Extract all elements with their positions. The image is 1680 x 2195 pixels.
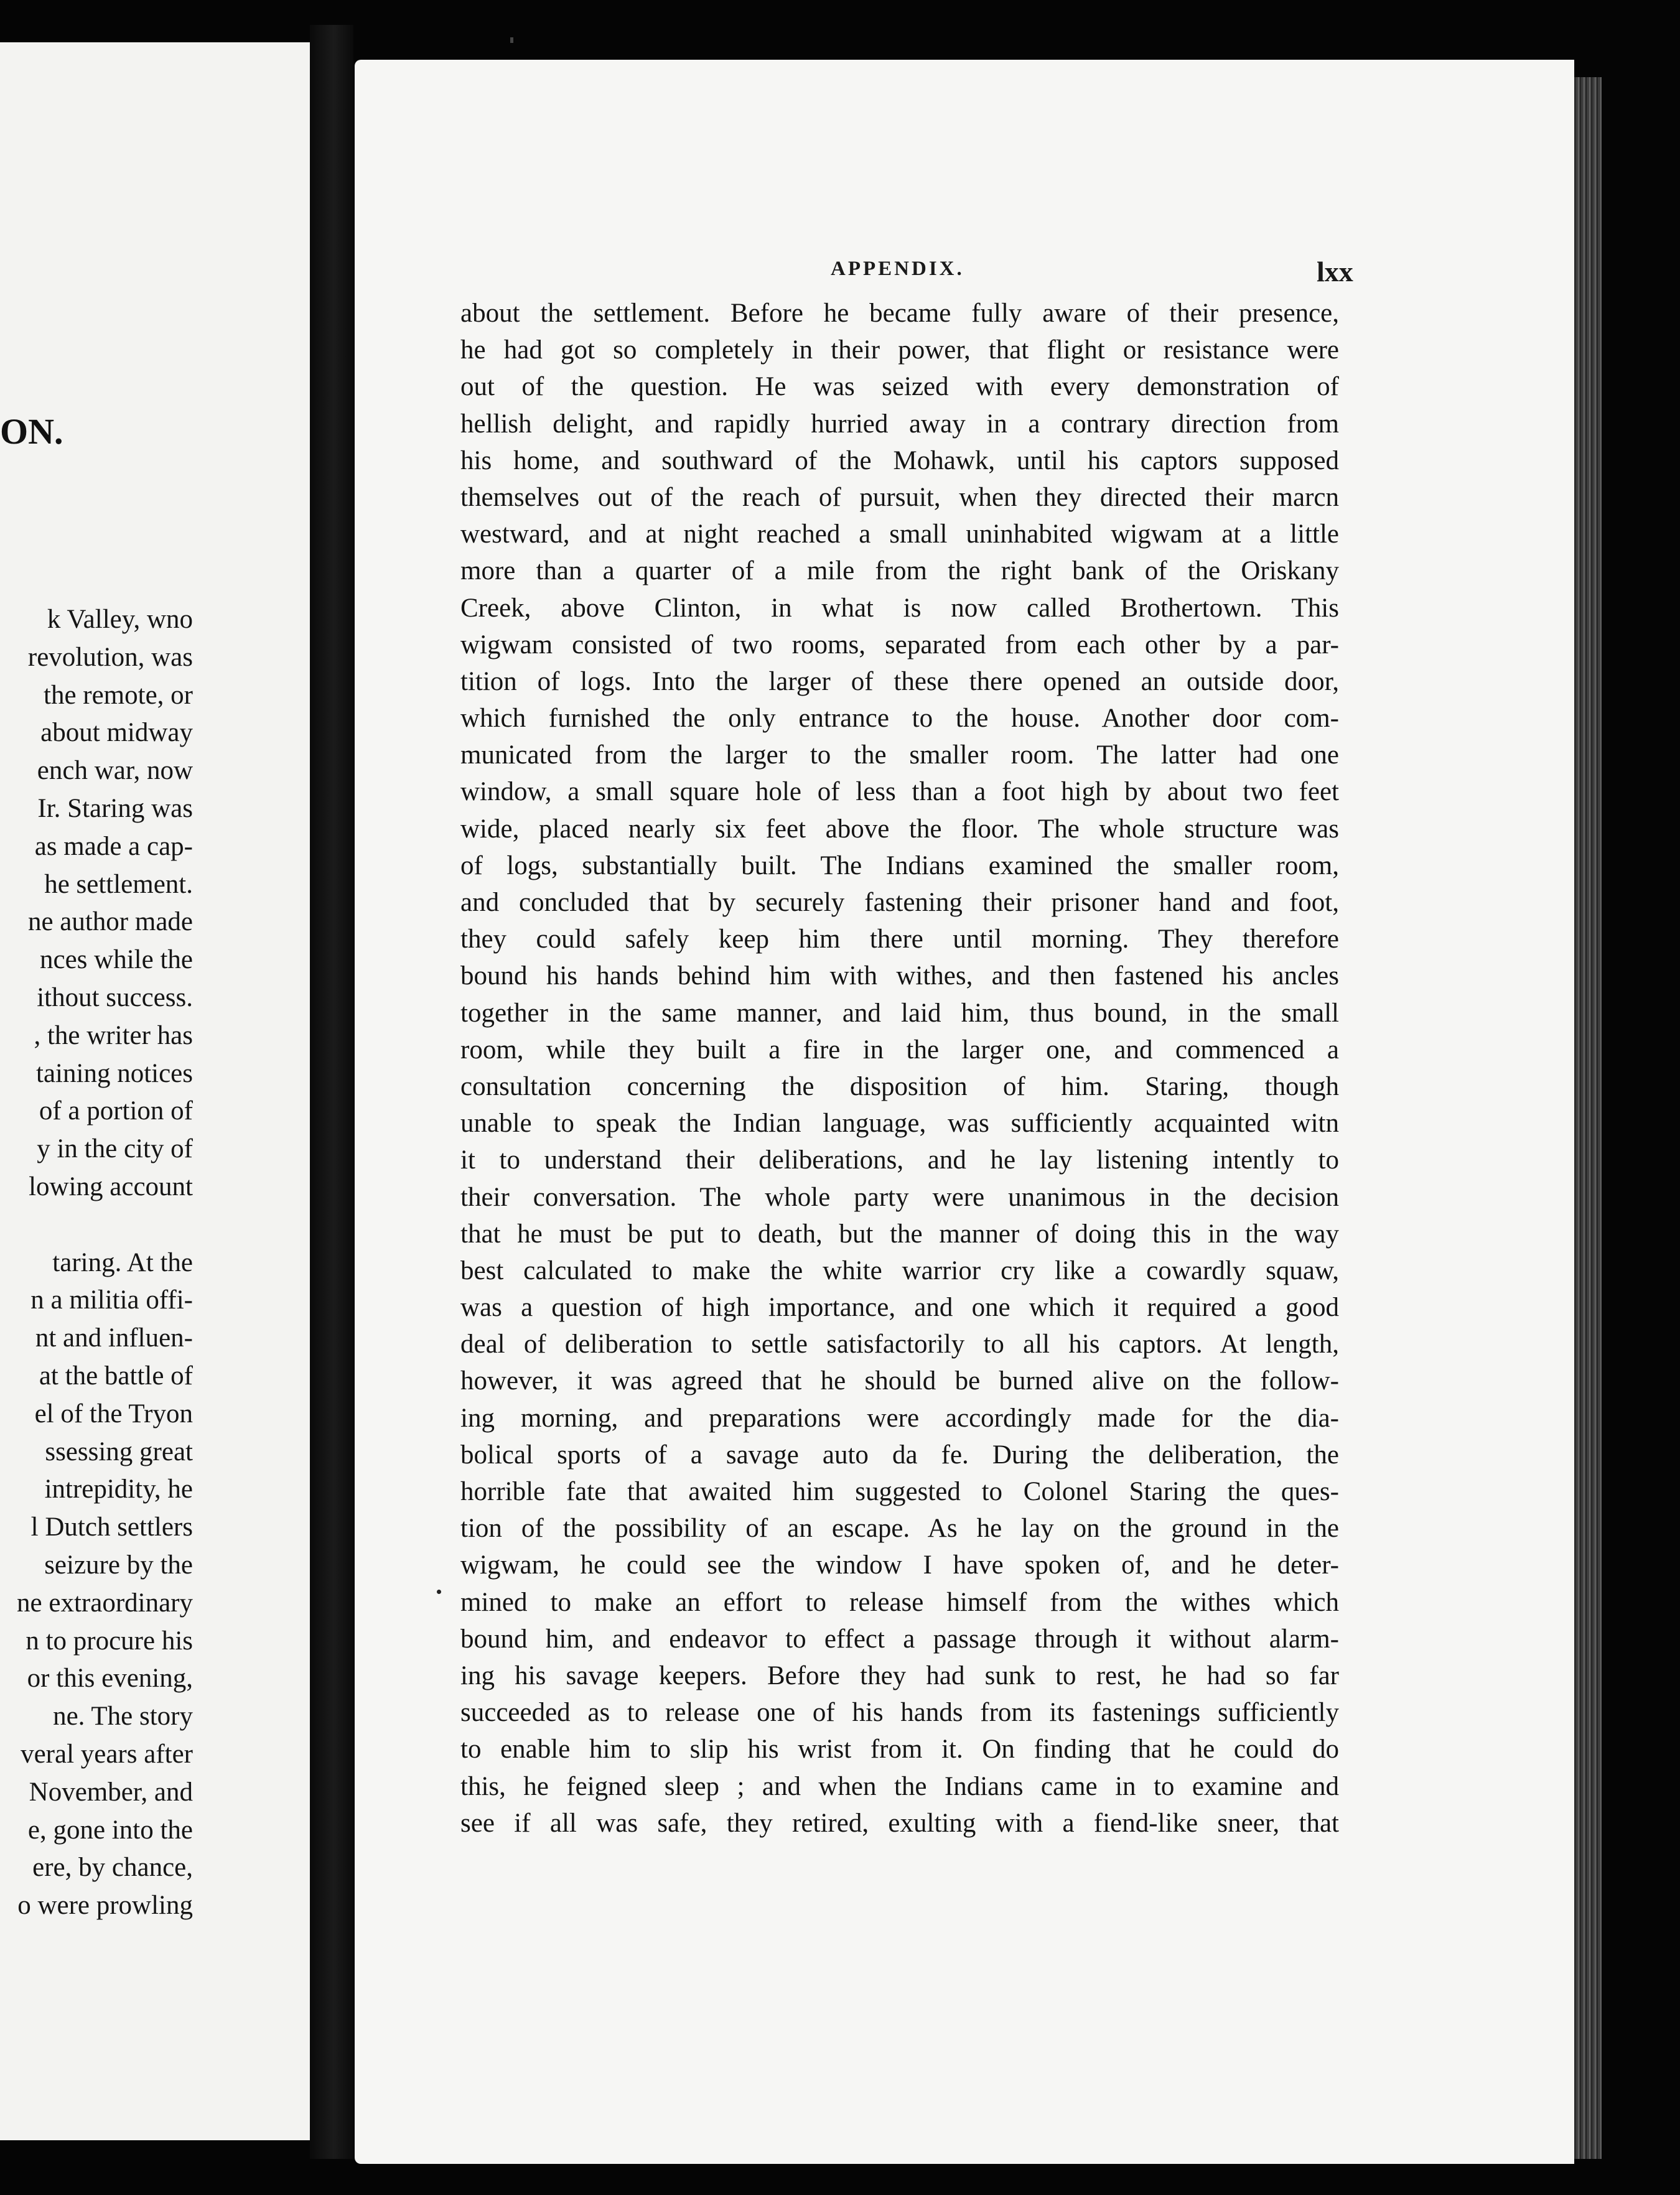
text-line: n a militia offi-: [30, 1285, 193, 1315]
text-line: his home, and southward of the Mohawk, until his captors supposed: [460, 445, 1339, 475]
text-line: to enable him to slip his wrist from it. On finding that he could do: [460, 1735, 1339, 1764]
text-line: about the settlement. Before he became fully aware of their presence,: [460, 299, 1339, 328]
text-line: which furnished the only entrance to the house. Another door com-: [460, 704, 1339, 734]
text-line: he settlement.: [44, 869, 193, 899]
text-line: el of the Tryon: [34, 1399, 193, 1428]
left-page-text: [0, 601, 193, 1925]
text-line: ench war, now: [37, 756, 193, 786]
text-line: o were prowling: [17, 1891, 193, 1921]
text-line: more than a quarter of a mile from the right bank of the Oriskany: [460, 556, 1339, 586]
text-line: hellish delight, and rapidly hurried away in a contrary direction from: [460, 409, 1339, 439]
text-line: deal of deliberation to settle satisfactorily to all his captors. At length,: [460, 1330, 1339, 1359]
body-text: [460, 295, 1339, 1842]
text-line: municated from the larger to the smaller room. The latter had one: [460, 740, 1339, 770]
text-line: bound his hands behind him with withes, and then fastened his ancles: [460, 961, 1339, 991]
text-line: consultation concerning the disposition of him. Staring, though: [460, 1071, 1339, 1101]
text-line: Creek, above Clinton, in what is now called Brothertown. This: [460, 593, 1339, 623]
text-line: unable to speak the Indian language, was sufficiently acquainted witn: [460, 1109, 1339, 1139]
text-line: window, a small square hole of less than a foot high by about two feet: [460, 777, 1339, 807]
scan-speck: [510, 37, 513, 43]
text-line: ne extraordinary: [17, 1588, 193, 1618]
text-line: y in the city of: [37, 1134, 193, 1164]
text-line: at the battle of: [39, 1361, 193, 1391]
text-line: ne. The story: [53, 1702, 193, 1731]
text-line: nt and influen-: [35, 1323, 193, 1353]
text-line: ere, by chance,: [32, 1853, 193, 1883]
text-line: l Dutch settlers: [30, 1512, 193, 1542]
running-head: APPENDIX.: [831, 258, 964, 280]
text-line: seizure by the: [44, 1550, 193, 1580]
text-line: November, and: [29, 1777, 193, 1807]
text-line: their conversation. The whole party were unanimous in the decision: [460, 1182, 1339, 1212]
text-line: they could safely keep him there until morning. They therefore: [460, 925, 1339, 954]
text-line: of logs, substantially built. The Indians examined the smaller room,: [460, 851, 1339, 880]
text-line: bound him, and endeavor to effect a passage through it without alarm-: [460, 1624, 1339, 1654]
text-line: see if all was safe, they retired, exulting with a fiend-like sneer, that: [460, 1808, 1339, 1838]
margin-mark: [437, 1590, 441, 1594]
text-line: succeeded as to release one of his hands from its fastenings sufficiently: [460, 1698, 1339, 1728]
text-line: out of the question. He was seized with every demonstration of: [460, 372, 1339, 402]
page-number: lxx: [1317, 256, 1353, 287]
text-line: he had got so completely in their power, that flight or resistance were: [460, 335, 1339, 365]
text-line: westward, and at night reached a small uninhabited wigwam at a little: [460, 520, 1339, 549]
text-line: was a question of high importance, and one which it required a good: [460, 1293, 1339, 1323]
text-line: of a portion of: [39, 1096, 193, 1126]
text-line: Ir. Staring was: [37, 793, 193, 823]
text-line: taining notices: [36, 1058, 193, 1088]
text-line: best calculated to make the white warrior cry like a cowardly squaw,: [460, 1256, 1339, 1285]
text-line: e, gone into the: [27, 1815, 193, 1845]
text-line: together in the same manner, and laid him, thus bound, in the small: [460, 998, 1339, 1028]
text-line: ne author made: [27, 907, 193, 937]
text-line: k Valley, wno: [47, 605, 193, 634]
left-page-heading: ON.: [0, 411, 63, 452]
book-gutter: [310, 25, 353, 2159]
text-line: , the writer has: [34, 1020, 193, 1050]
text-line: mined to make an effort to release himself from the withes which: [460, 1587, 1339, 1617]
text-line: that he must be put to death, but the manner of doing this in the way: [460, 1219, 1339, 1249]
text-line: lowing account: [29, 1172, 193, 1201]
text-line: bolical sports of a savage auto da fe. During the deliberation, the: [460, 1440, 1339, 1470]
text-line: taring. At the: [52, 1247, 193, 1277]
text-line: wigwam consisted of two rooms, separated from each other by a par-: [460, 630, 1339, 659]
text-line: wigwam, he could see the window I have spoken of, and he deter-: [460, 1550, 1339, 1580]
text-line: and concluded that by securely fastening their prisoner hand and foot,: [460, 888, 1339, 917]
text-line: the remote, or: [44, 680, 193, 710]
text-line: ing his savage keepers. Before they had sunk to rest, he had so far: [460, 1661, 1339, 1690]
text-line: horrible fate that awaited him suggested to Colonel Staring the ques-: [460, 1477, 1339, 1506]
text-line: as made a cap-: [34, 831, 193, 861]
text-line: ssessing great: [45, 1437, 193, 1466]
text-line: n to procure his: [26, 1626, 193, 1656]
text-line: tion of the possibility of an escape. As he lay on the ground in the: [460, 1514, 1339, 1544]
text-line: [0, 1206, 193, 1244]
text-line: room, while they built a fire in the larger one, and commenced a: [460, 1035, 1339, 1065]
text-line: revolution, was: [27, 642, 193, 672]
text-line: about midway: [40, 718, 193, 748]
text-line: wide, placed nearly six feet above the floor. The whole structure was: [460, 814, 1339, 844]
text-line: this, he feigned sleep ; and when the Indians came in to examine and: [460, 1771, 1339, 1801]
text-line: it to understand their deliberations, and he lay listening intently to: [460, 1145, 1339, 1175]
text-line: nces while the: [40, 945, 193, 975]
text-line: intrepidity, he: [44, 1475, 193, 1504]
text-line: ithout success.: [37, 982, 193, 1012]
text-line: themselves out of the reach of pursuit, when they directed their marcn: [460, 482, 1339, 512]
text-line: veral years after: [21, 1739, 193, 1769]
text-line: or this evening,: [27, 1664, 193, 1694]
text-line: tition of logs. Into the larger of these there opened an outside door,: [460, 666, 1339, 696]
left-page: [0, 42, 310, 2140]
text-line: ing morning, and preparations were accordingly made for the dia-: [460, 1403, 1339, 1433]
text-line: however, it was agreed that he should be burned alive on the follow-: [460, 1366, 1339, 1396]
